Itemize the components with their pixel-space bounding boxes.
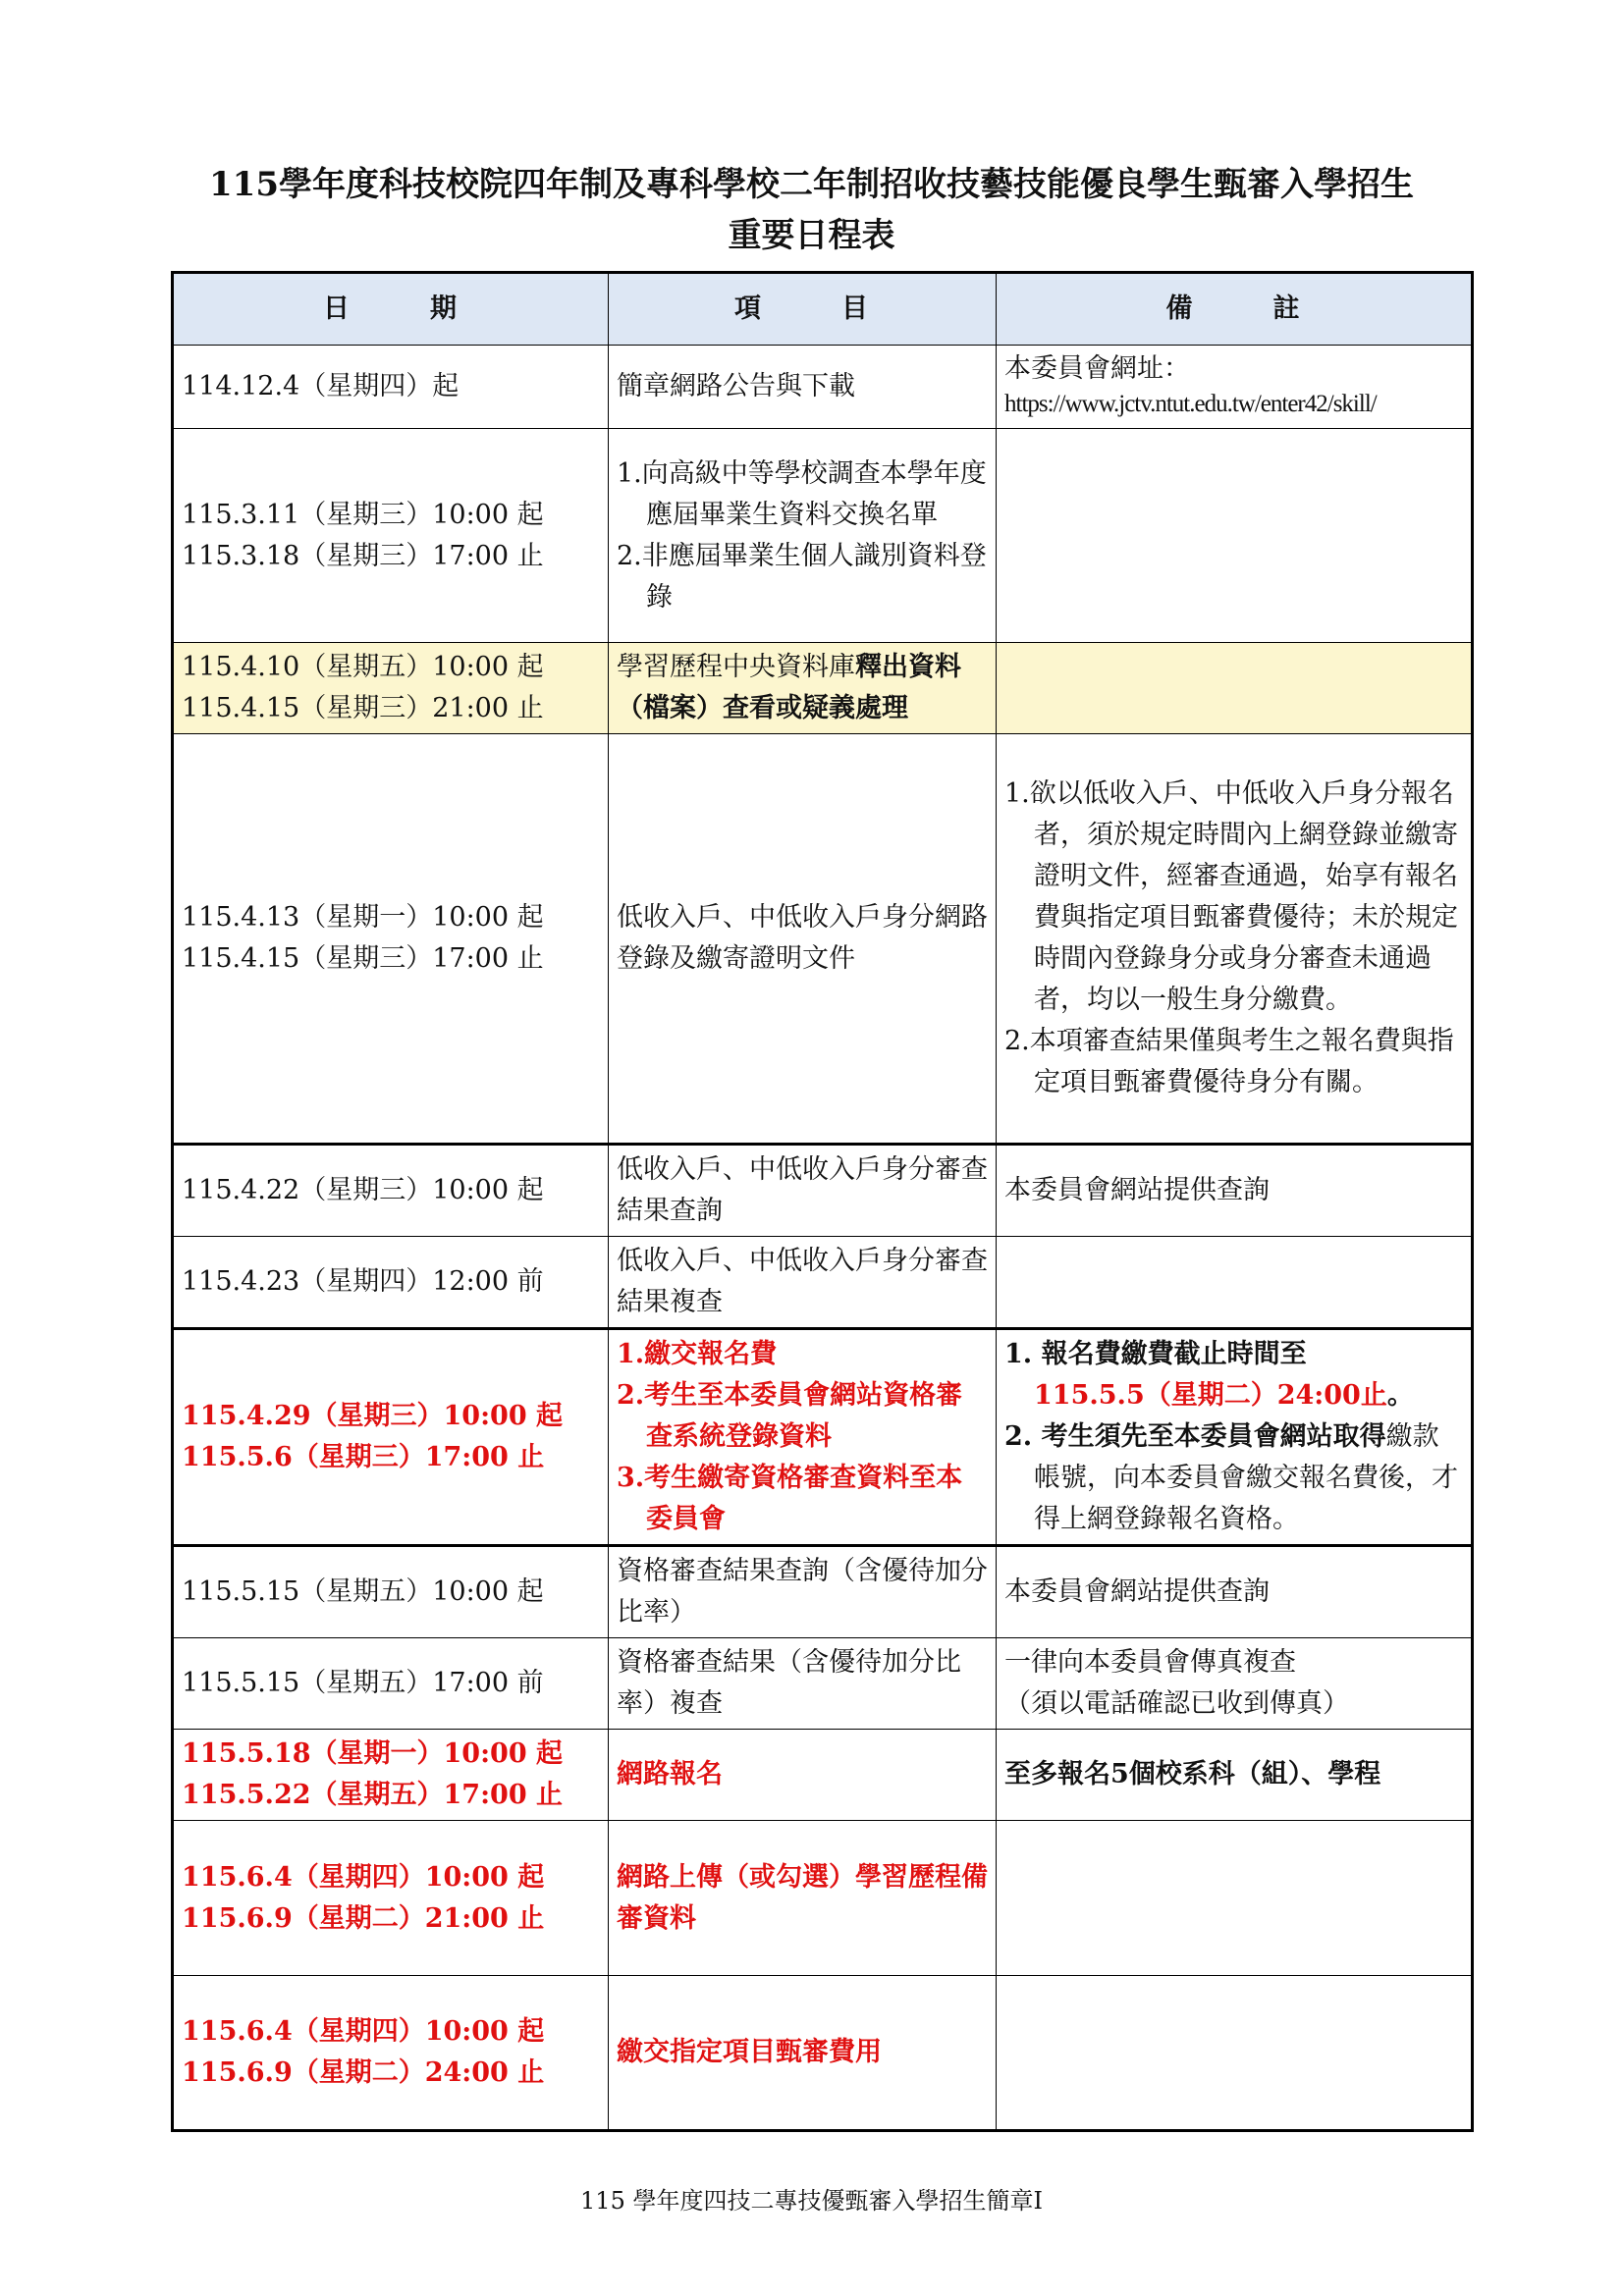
note-cell <box>997 1638 1473 1730</box>
item-text: 1.向高級中等學校調查本學年度應屆畢業生資料交換名單 <box>617 457 987 530</box>
date-line: 115.5.6（星期三）17:00 止 <box>182 1442 545 1472</box>
item-cell <box>609 643 997 734</box>
table-row <box>173 734 1473 1145</box>
item-cell <box>609 346 997 429</box>
note-cell <box>997 1976 1473 2131</box>
website-link[interactable]: https://www.jctv.ntut.edu.tw/enter42/skill/ <box>1004 391 1377 417</box>
date-cell <box>173 1976 609 2131</box>
header-note: 備 註 <box>997 273 1473 346</box>
date-line: 115.6.9（星期二）24:00 止 <box>182 2057 545 2088</box>
date-line: 115.6.4（星期四）10:00 起 <box>182 2016 545 2047</box>
note-cell <box>997 1821 1473 1976</box>
note-cell <box>997 734 1473 1145</box>
note-cell <box>997 1546 1473 1638</box>
item-cell <box>609 1821 997 1976</box>
table-header-row <box>173 273 1473 346</box>
schedule-table <box>171 271 1474 2132</box>
date-line: 115.6.9（星期二）21:00 止 <box>182 1902 545 1934</box>
date-line: 115.4.15（星期三）21:00 止 <box>182 693 544 723</box>
item-text: 低收入戶、中低收入戶身分網路登錄及繳寄證明文件 <box>617 902 988 974</box>
date-cell <box>173 643 609 734</box>
note-cell <box>997 1329 1473 1546</box>
document-subtitle: 重要日程表 <box>728 216 895 255</box>
date-cell <box>173 1546 609 1638</box>
header-date: 日 期 <box>173 273 609 346</box>
date-line: 115.4.23（星期四）12:00 前 <box>182 1266 544 1297</box>
date-line: 115.5.18（星期一）10:00 起 <box>182 1738 564 1769</box>
note-text: 繳款帳號，向本委員會繳交報名費後，才得上網登錄報名資格。 <box>1034 1421 1458 1534</box>
date-line: 115.5.15（星期五）17:00 前 <box>182 1668 544 1698</box>
note-cell <box>997 429 1473 643</box>
table-row <box>173 1145 1473 1237</box>
item-text: 網路上傳（或勾選）學習歷程備審資料 <box>617 1861 988 1934</box>
note-text: 本委員會網站提供查詢 <box>1004 1576 1270 1607</box>
item-cell <box>609 734 997 1145</box>
item-cell <box>609 1730 997 1821</box>
date-line: 115.5.22（星期五）17:00 止 <box>182 1780 564 1810</box>
item-text: 學習歷程中央資料庫 <box>617 652 855 682</box>
table-row-important <box>173 1821 1473 1976</box>
note-text: 一律向本委員會傳真複查 <box>1004 1647 1296 1678</box>
document-title: 115學年度科技校院四年制及專科學校二年制招收技藝技能優良學生甄審入學招生 <box>209 165 1414 204</box>
note-text: （須以電話確認已收到傳真） <box>1004 1688 1349 1719</box>
date-cell <box>173 1821 609 1976</box>
date-cell <box>173 429 609 643</box>
date-line: 115.4.13（星期一）10:00 起 <box>182 902 544 933</box>
item-text: 簡章網路公告與下載 <box>617 371 855 401</box>
date-cell <box>173 1730 609 1821</box>
date-cell <box>173 1329 609 1546</box>
item-cell <box>609 1145 997 1237</box>
table-row <box>173 429 1473 643</box>
date-cell <box>173 1638 609 1730</box>
table-row-highlighted <box>173 643 1473 734</box>
item-text: 繳交指定項目甄審費用 <box>617 2037 882 2067</box>
item-cell <box>609 1638 997 1730</box>
note-text: 本委員會網址： <box>1004 353 1190 384</box>
item-text: 3.考生繳寄資格審查資料至本委員會 <box>617 1463 963 1534</box>
page-footer: 115 學年度四技二專技優甄審入學招生簡章I <box>580 2187 1043 2215</box>
note-text: 2.本項審查結果僅與考生之報名費與指定項目甄審費優待身分有關。 <box>1004 1026 1454 1097</box>
date-line: 115.6.4（星期四）10:00 起 <box>182 1861 545 1893</box>
date-cell <box>173 1237 609 1329</box>
header-item: 項 目 <box>609 273 997 346</box>
date-cell <box>173 1145 609 1237</box>
note-text: 。 <box>1386 1380 1414 1411</box>
note-cell <box>997 1237 1473 1329</box>
item-cell <box>609 1237 997 1329</box>
table-row-important <box>173 1976 1473 2131</box>
date-line: 115.3.11（星期三）10:00 起 <box>182 499 544 530</box>
date-line: 114.12.4（星期四）起 <box>182 371 460 401</box>
item-text: 資格審查結果查詢（含優待加分比率） <box>617 1556 988 1628</box>
item-text-bold: 釋出資料（檔案）查看或疑義處理 <box>617 652 961 723</box>
item-text: 網路報名 <box>617 1759 723 1789</box>
date-line: 115.4.29（星期三）10:00 起 <box>182 1401 564 1431</box>
date-line: 115.4.10（星期五）10:00 起 <box>182 652 544 682</box>
table-row <box>173 1546 1473 1638</box>
table-row-important <box>173 1329 1473 1546</box>
item-text: 低收入戶、中低收入戶身分審查結果複查 <box>617 1246 988 1317</box>
item-text: 1.繳交報名費 <box>617 1339 778 1369</box>
note-text: 至多報名5個校系科（組）、學程 <box>1004 1759 1381 1789</box>
item-cell <box>609 1329 997 1546</box>
date-line: 115.4.22（星期三）10:00 起 <box>182 1175 544 1205</box>
item-cell <box>609 1976 997 2131</box>
date-cell <box>173 346 609 429</box>
note-cell <box>997 643 1473 734</box>
note-cell <box>997 346 1473 429</box>
date-cell <box>173 734 609 1145</box>
table-row <box>173 1638 1473 1730</box>
date-line: 115.5.15（星期五）10:00 起 <box>182 1576 544 1607</box>
note-text: 2. 考生須先至本委員會網站取得 <box>1004 1421 1386 1452</box>
item-cell <box>609 1546 997 1638</box>
deadline-text: 115.5.5（星期二）24:00止 <box>1034 1380 1387 1411</box>
item-text: 2.非應屆畢業生個人識別資料登錄 <box>617 540 987 613</box>
note-text: 1.欲以低收入戶、中低收入戶身分報名者，須於規定時間內上網登錄並繳寄證明文件，經審查通過，始享有報名費與指定項目甄審費優待；未於規定時間內登錄身分或身分審查未通過者，均以一般生身分繳費。 <box>1004 778 1458 1015</box>
item-cell <box>609 429 997 643</box>
item-text: 資格審查結果（含優待加分比率）複查 <box>617 1647 961 1719</box>
table-row <box>173 346 1473 429</box>
table-row <box>173 1237 1473 1329</box>
item-text: 低收入戶、中低收入戶身分審查結果查詢 <box>617 1154 988 1226</box>
item-text: 2.考生至本委員會網站資格審查系統登錄資料 <box>617 1380 963 1452</box>
date-line: 115.3.18（星期三）17:00 止 <box>182 540 544 571</box>
note-cell <box>997 1730 1473 1821</box>
note-text: 本委員會網站提供查詢 <box>1004 1175 1270 1205</box>
note-cell <box>997 1145 1473 1237</box>
date-line: 115.4.15（星期三）17:00 止 <box>182 943 544 974</box>
table-row-important <box>173 1730 1473 1821</box>
note-text: 1. 報名費繳費截止時間至 <box>1004 1339 1307 1369</box>
